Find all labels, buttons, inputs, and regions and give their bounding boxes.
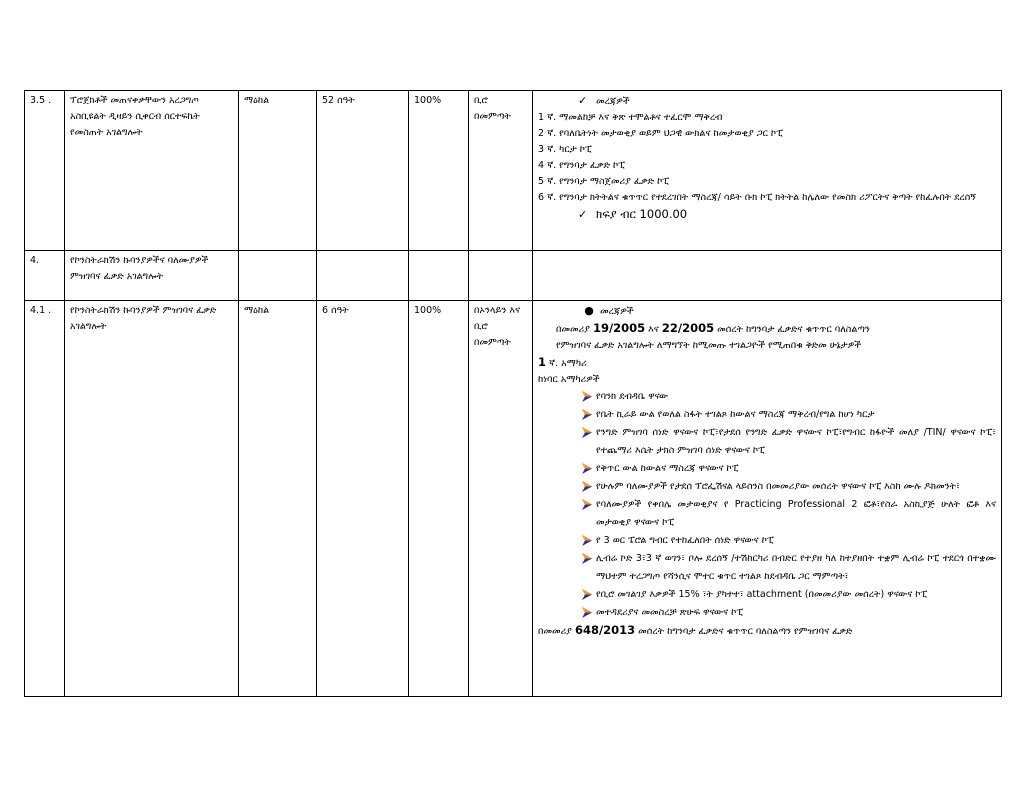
list-item: የባለሙያዎች የቀበሌ መታወቂያና የ Practicing Professional 2 ፎቶ፣የስራ አስኪያጅ ሁለት ፎቶ እና መታወቂያ ዋናውና ኮፒ xyxy=(538,496,996,532)
service-name: የኮንስትራክሽን ኩባንያዎች ምዝገባና ፈቃድ አገልግሎት xyxy=(65,301,239,697)
arrow-bullet-icon xyxy=(582,406,596,424)
service-percent: 100% xyxy=(409,301,469,697)
service-percent: 100% xyxy=(409,91,469,251)
table-row xyxy=(25,251,1002,301)
service-duration: 6 ሰዓት xyxy=(317,301,409,697)
requirements-header: መረጃዎች xyxy=(596,96,630,107)
list-item: የቅጥር ውል ከውልና ማስረጃ ዋናውና ኮፒ xyxy=(538,460,996,478)
list-item: ሊብሬ ኮድ 3፣3 ኛ ወገን፣ ቦሎ ደረሰኝ /ተሽከርካሪ በብድር የተያዘ ካለ ከተያዘበት ተቋም ሊብሬ ኮፒ ተደርጎ በተቋሙ ማህተም ተረጋግጦ የሻንሲና ሞተር ቁጥር ተገልጾ ከደብዳቤ ጋር ማምጣት፣ xyxy=(538,550,996,586)
arrow-bullet-icon xyxy=(582,532,596,550)
intro-line-2: የምዝገባና ፈቃድ አገልግሎት ለማግኘት ከሚመጡ ተገልጋዮች የሚጠበቁ ቅድመ ሁኔታዎች xyxy=(556,340,862,351)
service-name: ፕሮጀክቶች መጠናቀቃቸውን አረጋግጦ አስቢዩልት ዲዛይን ሲቀርብ ሰርተፍኬት የመስጠት አገልግሎት xyxy=(65,91,239,251)
arrow-bullet-icon xyxy=(582,604,596,622)
list-item: 3 ኛ. ካርታ ኮፒ xyxy=(538,144,592,155)
check-icon: ✓ xyxy=(578,208,588,221)
table-row xyxy=(25,301,1002,697)
arrow-bullet-icon xyxy=(582,424,596,460)
services-table xyxy=(24,90,1002,697)
requirements-list xyxy=(538,388,996,622)
closing-line: በመመሪያ 648/2013 መሰረት ከግንባታ ፈቃድና ቁጥጥር ባለስልጣን የምዝገባና ፈቃድ xyxy=(538,623,853,637)
service-channel: በኦንላይን እና ቢሮ በመምጣት xyxy=(469,301,533,697)
bullet-dot-icon: ● xyxy=(584,304,594,317)
table-row xyxy=(25,91,1002,251)
requirements xyxy=(533,301,1002,697)
intro-line: በመመሪያ 19/2005 እና 22/2005 መሰረት ከግንባታ ፈቃድና ቁጥጥር ባለስልጣን xyxy=(556,321,870,335)
row-number: 4.1 . xyxy=(25,301,65,697)
requirements-header: መረጃዎች xyxy=(600,306,634,317)
service-place: ማዕከል xyxy=(239,301,317,697)
arrow-bullet-icon xyxy=(582,388,596,406)
list-item: የንግድ ምዝገባ ሰነድ ዋናውና ኮፒ፣የታደሰ የንግድ ፈቃድ ዋናውና ኮፒ፣የግብር ከፋዮች መለያ /TIN/ ዋናውና ኮፒ፣ የተጨማሪ እሴት ታክስ ምዝገባ ሰነድ ዋናውና ኮፒ xyxy=(538,424,996,460)
arrow-bullet-icon xyxy=(582,478,596,496)
arrow-bullet-icon xyxy=(582,496,596,532)
arrow-bullet-icon xyxy=(582,460,596,478)
row-number: 3.5 . xyxy=(25,91,65,251)
list-item: የ 3 ወር ፔሮል ግብር የተከፈለበት ሰነድ ዋናውና ኮፒ xyxy=(538,532,996,550)
list-item: 5 ኛ. የግንባታ ማስጀመሪያ ፈቃድ ኮፒ xyxy=(538,176,670,187)
service-place: ማዕከል xyxy=(239,91,317,251)
sub-heading: ከነባር አማካሪዎች xyxy=(538,374,600,385)
service-name: የኮንስትራክሽን ኩባንያዎችና ባለሙያዎች ምዝገባና ፈቃድ አገልግሎት xyxy=(65,251,239,301)
list-item: መተዳደሪያና መመስረቻ ጽሁፍ ዋናውና ኮፒ xyxy=(538,604,996,622)
first-heading: 1 ኛ. አማካሪ xyxy=(538,355,587,369)
list-item: 1 ኛ. ማመልከቻ እና ቅጽ ተሞልቶና ተፈርሞ ማቅረብ xyxy=(538,112,723,123)
arrow-bullet-icon xyxy=(582,586,596,604)
service-duration: 52 ሰዓት xyxy=(317,91,409,251)
list-item: 2 ኛ. የባለቤትነት መታወቂያ ወይም ህጋዊ ውክልና ከመታወቂያ ጋር ኮፒ xyxy=(538,128,783,139)
list-item: የሁሉም ባለሙያዎች የታደሰ ፕሮፌሽናል ላይሰንስ በመመሪያው መሰረት ዋናውና ኮፒ እስከ ሙሉ ዶክመንት፣ xyxy=(538,478,996,496)
fee-text: ክፍያ ብር 1000.00 xyxy=(596,207,688,221)
arrow-bullet-icon xyxy=(582,550,596,586)
service-channel: ቢሮ በመምጣት xyxy=(469,91,533,251)
list-item: 4 ኛ. የግንባታ ፈቃድ ኮፒ xyxy=(538,160,625,171)
row-number: 4. xyxy=(25,251,65,301)
list-item: 6 ኛ. የግንባታ ክትትልና ቁጥጥር የተደረገበት ማስረጃ/ ሳይት ቡክ ኮፒ ክትትል ከሌለው የመስክ ሪፖርትና ቅጣት የከፈሉበት ደረሰኝ xyxy=(538,192,976,203)
check-icon: ✓ xyxy=(578,94,588,107)
requirements xyxy=(533,91,1002,251)
list-item: የባንክ ደብዳቤ ዋናው xyxy=(538,388,996,406)
list-item: የቢሮ መገልገያ እቃዎች 15% ፣ት ያካተተ፣ attachment (በመመሪያው መሰረት) ዋናውና ኮፒ xyxy=(538,586,996,604)
list-item: የቤት ኪራይ ውል የወለል ስፋት ተገልጾ ከውልና ማስረጃ ማቅረብ/የግል ከሆነ ካርታ xyxy=(538,406,996,424)
